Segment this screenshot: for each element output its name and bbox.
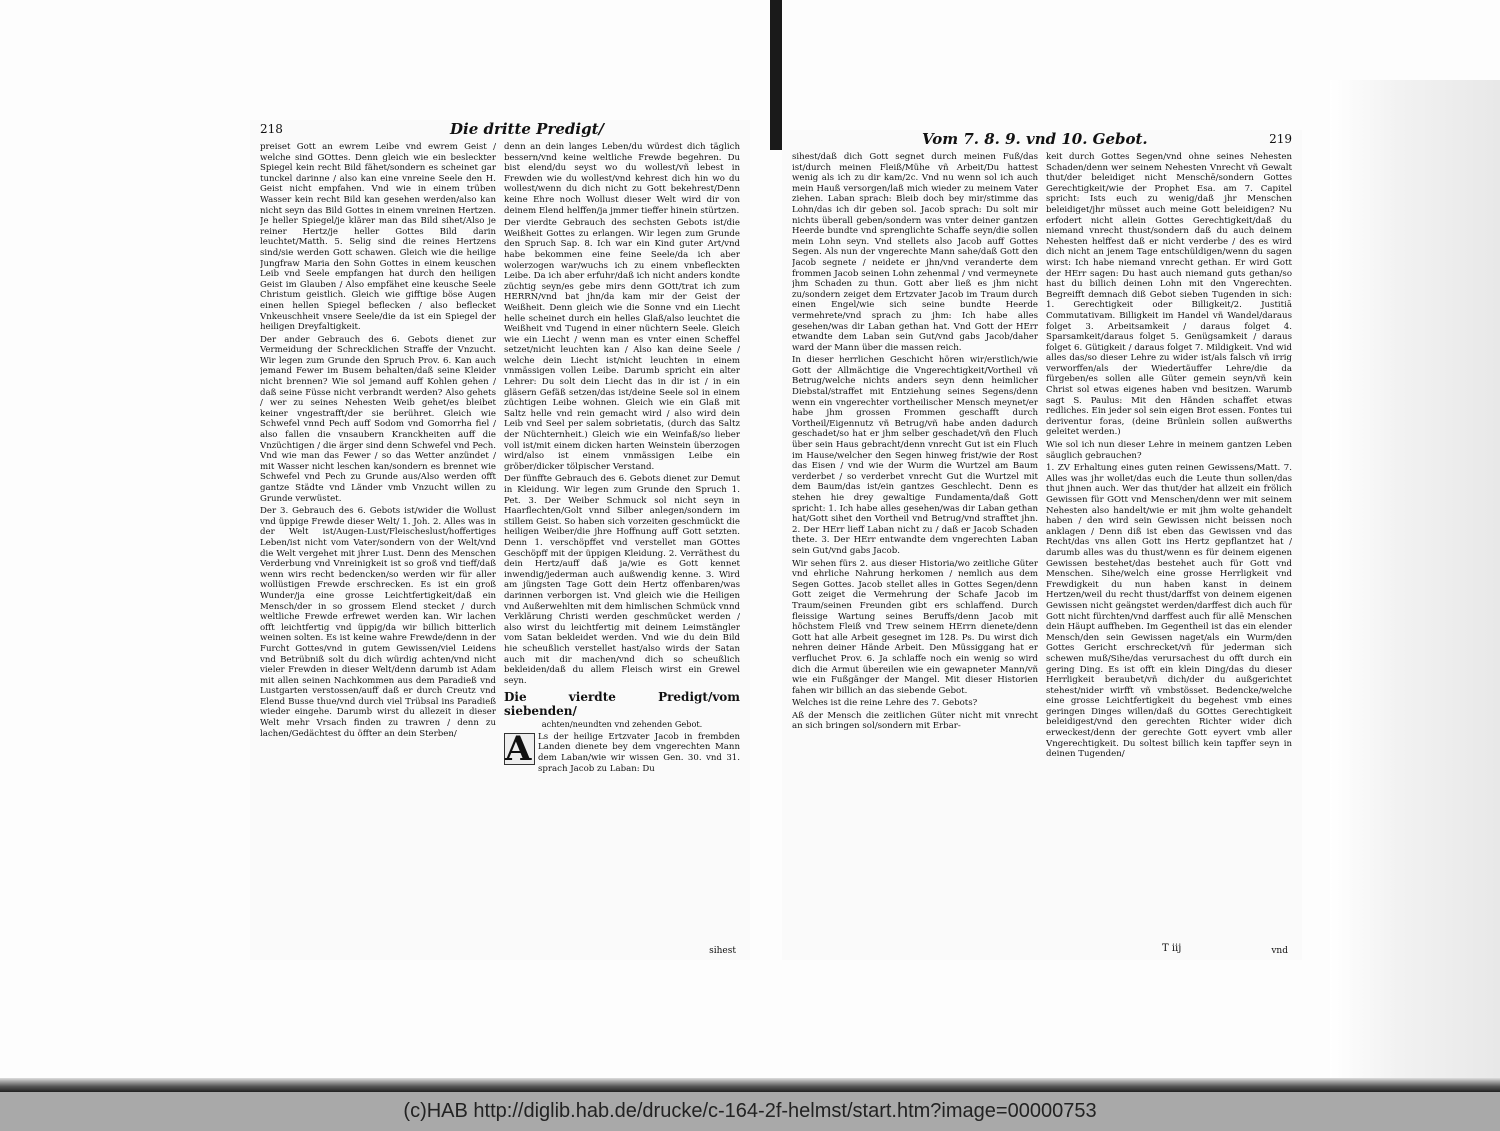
opening-text: Ls der heilige Ertzvater Jacob in frembden Landen dienete bey dem vngerechten Mann dem Laban/wie wir wissen Gen. 30. vnd 31. sprach Jacob zu Laban: Du [538, 731, 740, 774]
paragraph: Der ander Gebrauch des 6. Gebots dienet zur Vermeidung der Schrecklichen Straffe der Vnzucht. Wir legen zum Grunde den Spruch Prov. 6. Kan auch jemand Fewer im Busem behalten/daß seine Kleider nicht brennen? Wie sol jemand auff Kohlen gehen / daß seine Füsse nicht verbrandt werden? Also gehets / wer zu seines Nehesten Weib gehet/es bleibet keiner vngestrafft/der sie berühret. Gleich wie Schwefel vnnd Pech auff Sodom vnd Gomorrha fiel / also fallen die vnsaubern Kranckheiten auff die Vnzüchtigen / die ärger sind denn Schwefel vnd Pech. Vnd wie man das Fewer / so das Wetter anzündet / mit Wasser nicht leschen kan/sondern es brennet wie Schwefel vnd Pech zu Grunde aus/Also werden offt gantze Städte vnd Länder vmb Vnzucht willen zu Grunde verwüstet. [260, 334, 496, 504]
opening-paragraph [504, 728, 740, 774]
sermon-subheading: achten/neundten vnd zehenden Gebot. [541, 719, 703, 730]
book-gutter-shadow [770, 0, 782, 150]
paragraph: denn an dein langes Leben/du würdest dich täglich bessern/vnd keine weltliche Frewde begehren. Du bist elend/du seyst wo du wollest/vñ lebest in Frewden wie du wollest/vnd kehrest dich hin wo du wollest/wenn du dich nicht zu Gott bekehrest/Denn keine Ehre noch Wollust dieser Welt wird dir von deinem Elend helffen/ja jmmer tieffer hinein stürtzen. [504, 142, 740, 216]
paragraph: 1. ZV Erhaltung eines guten reinen Gewissens/Matt. 7. Alles was jhr wollet/das euch die Leute thun sollen/das thut jhnen auch. Wer das thut/der hat allzeit ein frölich Gewissen für GOtt vnd Menschen/denn wer mit seinem Nehesten also handelt/wie er mit jhm wolte gehandelt haben / den wird sein Gewissen nicht beissen noch anklagen / Denn diß ist eben das Gewissen vnd das Recht/das vns allen Gott ins Hertz gepflantzet hat / darumb alles was du thust/wenn es für deinem eigenen Gewissen bestehet/das bestehet auch für Gott vnd Menschen. Sihe/welch eine grosse Herrligkeit vnd Frewdigkeit du nun haben kanst in deinem Hertzen/weil du recht thust/darffst von deinem eigenen Gewissen nicht geängstet werden/darffest dich auch für Gott nicht fürchten/vnd darffest auch für allē Menschen dein Häupt auffheben. Im Gegentheil ist das ein elender Mensch/den sein Gewissen naget/als ein Wurm/den Gottes Gericht erschrecket/vñ für jederman sich schewen muß/Sihe/das verursachest du offt durch ein gering Ding. Es ist offt ein klein Ding/das du dieser Herrligkeit beraubet/vñ dich/der du außgerichtet stehest/nider wirfft vñ vmbstösset. Bedencke/welche eine grosse Leichtfertigkeit du begehest vmb eines geringen Dinges willen/daß du GOttes Gerechtigkeit beleidigest/vnd den gerechten Richter wider dich erweckest/denn der gerechte Gott eyvert vmb aller Vngerechtigkeit. Du soltest billich kein tapffer seyn in deinen Tugenden/ [1046, 463, 1292, 760]
sermon-heading: Die vierdte Predigt/vom siebenden/ [504, 690, 740, 719]
left-page-columns [260, 142, 740, 954]
left-page-header [250, 120, 750, 140]
paragraph: Wir sehen fürs 2. aus dieser Historia/wo zeitliche Güter vnd ehrliche Nahrung herkomen / nemlich aus dem Segen Gottes. Jacob stellet alles in Gottes Segen/denn Gott zeiget die Vermehrung der Schafe Jacob im Traum/seinen Freunden gibt ers schlaffend. Durch fleissige Wartung seines Beruffs/denn Jacob mit höchstem Fleiß vnd Trew seinem HErrn dienete/denn Gott hat alle Arbeit gesegnet im 128. Ps. Du wirst dich nehren deiner Hände Arbeit. Den Müssiggang hat er verfluchet Prov. 6. Ja schlaffe noch ein wenig so wird dich die Armut übereilen wie ein gewapneter Mann/vñ wie ein Fußgänger der Mangel. Mit dieser Historien fahen wir billich an das siebende Gebot. [792, 558, 1038, 696]
page-edge-right [1330, 80, 1500, 1080]
left-running-head: Die dritte Predigt/ [450, 120, 604, 138]
paragraph: Der fünffte Gebrauch des 6. Gebots dienet zur Demut in Kleidung. Wir legen zum Grunde den Spruch 1. Pet. 3. Der Weiber Schmuck sol nicht seyn in Haarflechten/Golt vnnd Silber anlegen/sondern im stillem Geist. So haben sich vorzeiten geschmückt die heiligen Weiber/die jhre Hoffnung auff Gott setzten. Denn 1. verschöpffet vnd verstellet man GOttes Geschöpff mit der üppigen Kleidung. 2. Verräthest du dein Hertz/auff daß ja/wie es Gott kennet inwendig/jederman auch außwendig kenne. 3. Wird am jüngsten Tage Gott dein Hertz offenbaren/was darinnen verborgen ist. Vnd gleich wie die Heiligen vnd Außerwehlten mit dem himlischen Schmück vnnd Verklärung Christi werden geschmücket werden / also wirst du leichtfertig mit deinem Leimstängler vom Satan bekleidet werden. Vnd wie du dein Bild hie scheußlich verstellet hast/also wirds der Satan auch mit dir machen/vnd dich so scheußlich bekleiden/daß du allem Fleisch wirst ein Grewel seyn. [504, 474, 740, 686]
paragraph: sihest/daß dich Gott segnet durch meinen Fuß/das ist/durch meinen Fleiß/Mühe vñ Arbeit/Du hattest wenig als ich zu dir kam/2c. Vnd nu wenn sol ich auch mein Hauß versorgen/laß mich wieder zu meinem Vater ziehen. Laban sprach: Bleib doch bey mir/stimme das Lohn/das ich dir geben sol. Jacob sprach: Du solt mir nichts überall geben/sondern was vnter deiner gantzen Heerde bundte vnd sprenglichte Schaffe seyn/die sollen mein Lohn seyn. Vnd stellets also Jacob auff Gottes Segen. Als nun der vngerechte Mann sahe/daß Gott den Jacob segnete / neidete er jhn/vnd veranderte dem frommen Jacob seinen Lohn zehenmal / vnd vermeynete jhm Schaden zu thun. Gott aber ließ es jhm nicht zu/sondern zeiget dem Ertzvater Jacob im Traum durch einen Engel/wie sich seine bundte Heerde vermehrete/vnd sprach zu jhm: Ich habe alles gesehen/was dir Laban gethan hat. Vnd Gott der HErr etwandte dem Laban sein Gut/vnd gabs Jacob/daher ward der Mann über die massen reich. [792, 152, 1038, 353]
left-page [250, 120, 750, 960]
paragraph: Aß der Mensch die zeitlichen Güter nicht mit vnrecht an sich bringen sol/sondern mit Erbar- [792, 710, 1038, 732]
paragraph: keit durch Gottes Segen/vnd ohne seines Nehesten Schaden/denn wer seinem Nehesten Vnrecht vñ Gewalt thut/der beleidiget nicht Menschē/sondern Gottes Gerechtigkeit/wie der Prophet Esa. am 7. Capitel spricht: Ists euch zu wenig/daß jhr Menschen beleidiget/jhr müsset auch meine Gott beleidigen? Nu erfodert nicht allein Gottes Gerechtigkeit/daß du niemand vnrecht thust/sondern daß du auch deinem Nehesten helffest daß er nicht verderbe / des es wird dich nicht an jenem Tage entschüldigen/wenn du sagen wirst: Ich habe niemand vnrecht gethan. Er wird Gott der HErr sagen: Du hast auch niemand guts gethan/so hast du billich deinen Lohn mit den Vngerechten. Begreifft demnach diß Gebot sieben Tugenden in sich: 1. Gerechtigkeit oder Billigkeit/2. Justitiā Commutativam. Billigkeit im Handel vñ Wandel/daraus folget 3. Arbeitsamkeit / daraus folget 4. Sparsamkeit/daraus folget 5. Genügsamkeit / daraus folget 6. Gütigkeit / daraus folget 7. Mildigkeit. Vnd wid alles das/so dieser Lehre zu wider ist/als falsch vñ irrig verworffen/als der Wiedertäuffer Lehre/die da fürgeben/es sollen alle Güter gemein seyn/vñ kein Christ sol etwas eigenes haben vnd besitzen. Warumb sagt S. Paulus: Mit den Händen schaffet etwas redliches. Ein jeder sol sein eigen Brot essen. Fontes tui deriventur foras, (deine Brünlein sollen außwerths geleitet werden.) [1046, 152, 1292, 438]
paragraph: In dieser herrlichen Geschicht hören wir/erstlich/wie Gott der Allmächtige die Vngerechtigkeit/Vortheil vñ Betrug/welche nichts anders seyn denn heimlicher Diebstal/straffet mit Entziehung seines Segens/denn wenn ein vngerechter vortheilischer Mensch meynet/er habe jhm grossen Frommen geschafft durch Vortheil/Eigennutz vñ Betrug/vñ habe anden dadurch geschadet/so hat er jhm selber geschadet/vñ den Fluch über sein Haus gebracht/denn vnrecht Gut ist ein Fluch im Hause/welcher den Segen hinweg frist/wie der Rost das Eisen / vnd wie der Wurm die Wurtzel am Baum verderbet / so verderbet vnrecht Gut die Wurtzel mit dem Baum/das ist/ein gantzes Geschlecht. Denn es stehen hie drey gewaltige Fundamenta/daß Gott spricht: 1. Ich habe alles gesehen/was dir Laban gethan hat/Gott sihet den Vortheil vnd Betrug/vnd strafftet jhn. 2. Der HErr lieff Laban nicht zu / daß er Jacob Schaden thete. 3. Der HErr entwandte dem vngerechten Laban sein Gut/vnd gabs Jacob. [792, 355, 1038, 556]
question: Wie sol ich nun dieser Lehre in meinem gantzen Leben säuglich gebrauchen? [1046, 440, 1292, 461]
right-column-2 [1046, 152, 1292, 954]
copyright-caption: (c)HAB http://diglib.hab.de/drucke/c-164-2f-helmst/start.htm?image=00000753 [403, 1100, 1097, 1122]
right-page-header [782, 130, 1302, 150]
left-page-number: 218 [260, 122, 283, 136]
copyright-caption-bar [0, 1092, 1500, 1131]
right-catchword: vnd [1271, 946, 1288, 956]
left-column-2 [504, 142, 740, 954]
right-column-1 [792, 152, 1038, 954]
decorated-initial: A [504, 733, 535, 765]
left-column-1 [260, 142, 496, 954]
paragraph: Der vierdte Gebrauch des sechsten Gebots ist/die Weißheit Gottes zu erlangen. Wir legen zum Grunde den Spruch Sap. 8. Ich war ein Kind guter Art/vnd habe bekommen eine feine Seele/da ich aber wolerzogen war/wuchs ich zu einem vnbefleckten Leibe. Da ich aber erfuhr/daß ich nicht anders kondte züchtig seyn/es gebe mirs denn GOtt/trat ich zum HERRN/vnd bat jhn/da kam mir der Geist der Weißheit. Denn gleich wie die Sonne vnd ein Liecht helle scheinet durch ein helles Glaß/also leuchtet die Weißheit vnd Tugend in einer nüchtern Seele. Gleich wie ein Liecht / wenn man es vnter einen Scheffel setzet/nicht leuchten kan / Also kan deine Seele / welche dein Liecht ist/nicht leuchten in einem vnmässigen vollen Leibe. Darumb spricht ein alter Lehrer: Du solt dein Liecht das in dir ist / in ein gläsern Gefäß setzen/das ist/deine Seele sol in einem züchtigen Leibe wohnen. Gleich wie ein Glaß mit Saltz helle vnd rein gemacht wird / also wird dein Leib vnd Seel per salem sobrietatis, (durch das Saltz der Nüchternheit.) Gleich wie ein Weinfaß/so lieber voll ist/mit einem dicken harten Weinstein überzogen wird/also ist einem vnmässigen Leibe ein gröber/dicker tölpischer Verstand. [504, 218, 740, 472]
scan-bottom-edge [0, 1078, 1500, 1092]
paragraph: preiset Gott an ewrem Leibe vnd ewrem Geist / welche sind GOttes. Denn gleich wie ein besleckter Spiegel kein recht Bild fähet/sondern es scheinet gar tunckel darinne / also kan eine vnreine Seele den H. Geist nicht empfahen. Vnd wie in einem trüben Wasser kein recht Bild kan gesehen werden/also kan nicht seyn das Bild Gottes in einem vnreinen Hertzen. Je heller Spiegel/je klärer man das Bild sihet/Also je reiner Hertz/je heller Gottes Bild darin leuchtet/Matth. 5. Selig sind die reines Hertzens sind/sie werden Gott schawen. Gleich wie die heilige Jungfraw Maria den Sohn Gottes in einem keuschen Leib vnd Seele empfangen hat durch den heiligen Geist im Glauben / Also empfähet eine keusche Seele Christum geistlich. Gleich wie gifftige böse Augen einen hellen Spiegel beflecken / also beflecket Vnkeuschheit vnsere Seele/die da ist ein Spiegel der heiligen Dreyfaltigkeit. [260, 142, 496, 333]
right-page-number: 219 [1269, 132, 1292, 146]
right-page-columns [792, 152, 1292, 954]
right-running-head: Vom 7. 8. 9. vnd 10. Gebot. [922, 130, 1148, 148]
question: Welches ist die reine Lehre des 7. Gebots? [792, 698, 978, 709]
left-catchword: sihest [709, 946, 736, 956]
paragraph: Der 3. Gebrauch des 6. Gebots ist/wider die Wollust vnd üppige Frewde dieser Welt/ 1. Joh. 2. Alles was in der Welt ist/Augen-Lust/Fleischeslust/hoffertiges Leben/ist nicht vom Vater/sondern von der Welt/vnd die Welt vergehet mit jhrer Lust. Denn des Menschen Verderbung vnd Vnreinigkeit ist so groß vnd tieff/daß wenn wirs recht bedencken/so werden wir für aller wollüstigen Frewde erschrecken. Es ist ein groß Wunder/ja eine grosse Leichtfertigkeit/daß ein Mensch/der in so grossem Elend stecket / durch weltliche Frewde erfrewet werden kan. Wir lachen offt leichtfertig vnd üppig/da wir billich bitterlich weinen solten. Es ist keine wahre Frewde/denn in der Furcht Gottes/vnd in gutem Gewissen/viel Leidens vnd Betrübniß solt du dich würdig achten/vnd nicht vieler Frewden in dieser Welt/denn darumb ist Adam mit allen seinen Nachkommen aus dem Paradieß vnd Lustgarten verstossen/auff daß er durch Creutz vnd Elend Busse thue/vnd durch viel Trübsal ins Paradieß wieder eingehe. Darumb wirst du allezeit in dieser Welt mehr Vrsach finden zu trawren / denn zu lachen/Gedächtest du öffter an dein Sterben/ [260, 506, 496, 739]
printer-signature: T iij [1162, 943, 1182, 954]
right-page [782, 130, 1302, 960]
